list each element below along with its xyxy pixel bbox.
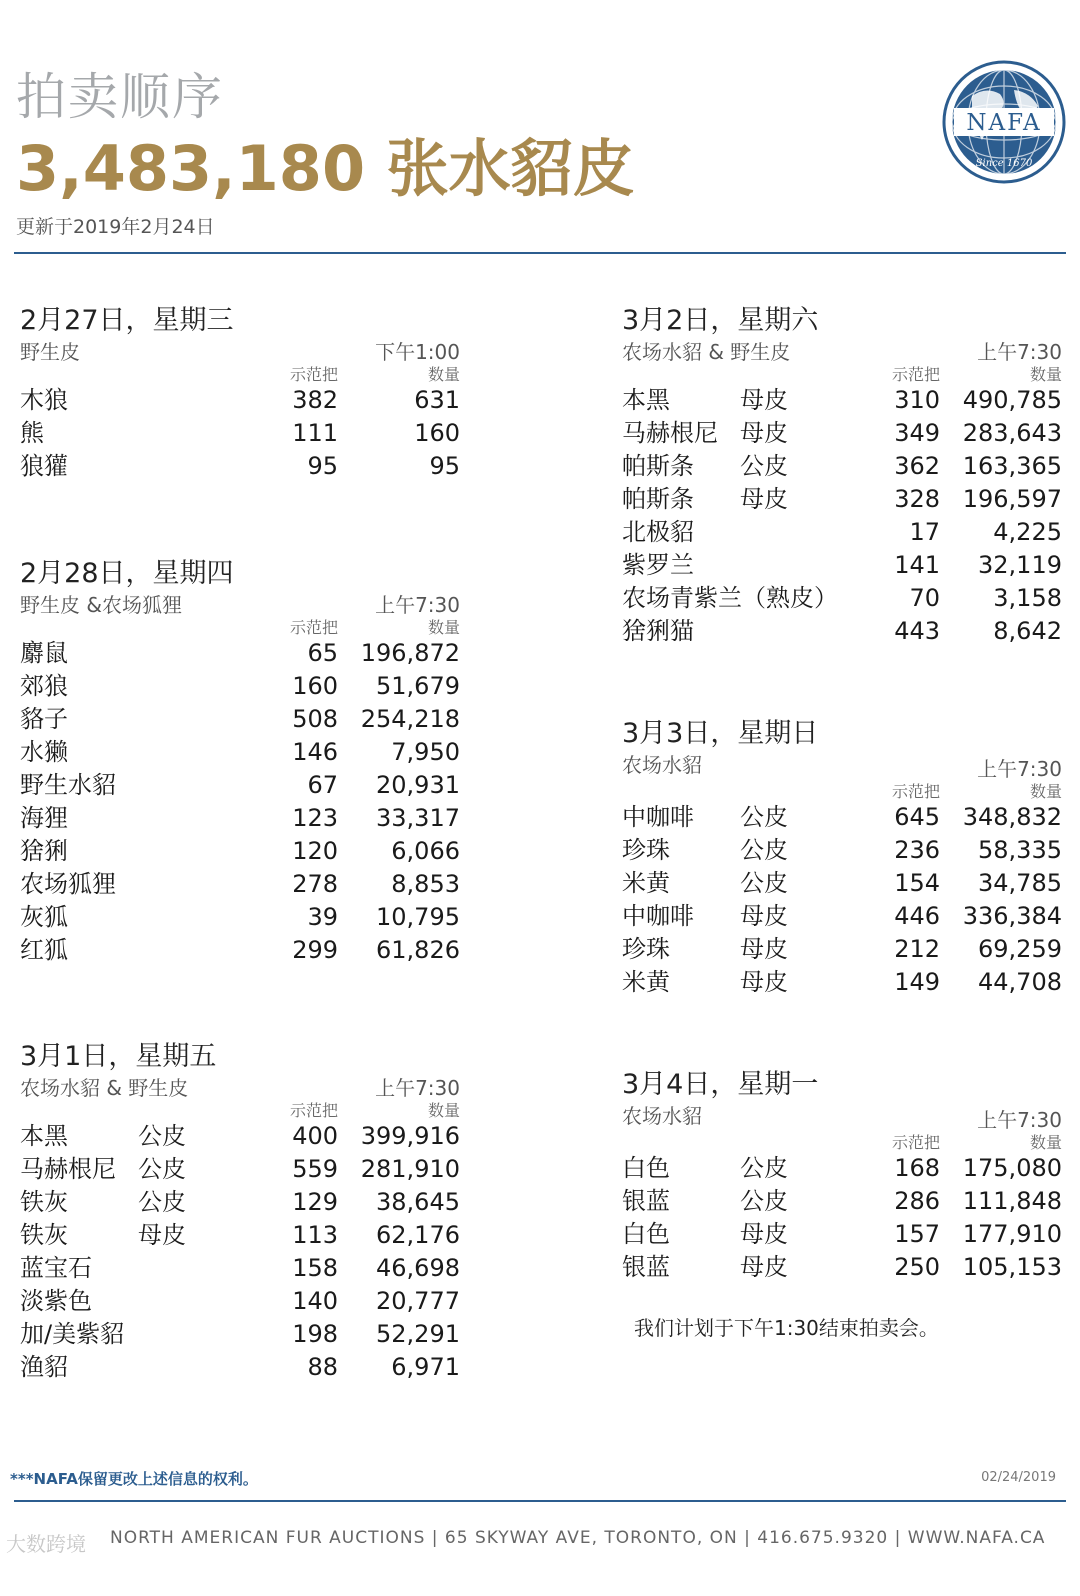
product-name: 中咖啡 — [622, 902, 694, 930]
table-row — [20, 1252, 460, 1285]
col-header-lots: 示范把 — [289, 365, 338, 384]
section-date: 3月3日，星期日 — [622, 718, 819, 749]
product-name: 猞猁猫 — [622, 617, 694, 645]
logo-text: NAFA — [966, 110, 1042, 136]
pelt-type: 母皮 — [740, 968, 788, 996]
rights-footnote: ***NAFA保留更改上述信息的权利。 — [10, 1470, 258, 1488]
col-header-lots: 示范把 — [289, 618, 338, 637]
lot-count: 88 — [307, 1353, 338, 1381]
lot-count: 236 — [894, 836, 940, 864]
footer-divider — [14, 1500, 1066, 1502]
section-category: 农场水貂 & 野生皮 — [20, 1076, 189, 1100]
footer-contact: NORTH AMERICAN FUR AUCTIONS | 65 SKYWAY AVE, TORONTO, ON | 416.675.9320 | WWW.NAFA.CA — [110, 1528, 1046, 1548]
table-row — [20, 901, 460, 934]
quantity: 111,848 — [962, 1187, 1062, 1215]
closing-note: 我们计划于下午1:30结束拍卖会。 — [634, 1316, 939, 1340]
table-row — [622, 450, 1062, 483]
quantity: 32,119 — [978, 551, 1062, 579]
pelt-type: 母皮 — [740, 485, 788, 513]
quantity: 51,679 — [376, 672, 460, 700]
pelt-type: 母皮 — [740, 935, 788, 963]
product-name: 红狐 — [20, 936, 68, 964]
col-header-lots: 示范把 — [891, 1133, 940, 1152]
lot-count: 299 — [292, 936, 338, 964]
lot-count: 508 — [292, 705, 338, 733]
lot-count: 129 — [292, 1188, 338, 1216]
product-name: 木狼 — [20, 386, 68, 414]
pelt-type: 公皮 — [138, 1188, 186, 1216]
product-name: 银蓝 — [622, 1187, 670, 1215]
lot-count: 400 — [292, 1122, 338, 1150]
quantity: 8,853 — [391, 870, 460, 898]
quantity: 52,291 — [376, 1320, 460, 1348]
lot-count: 111 — [292, 419, 338, 447]
lot-count: 123 — [292, 804, 338, 832]
product-name: 白色 — [622, 1154, 670, 1182]
pelt-type: 母皮 — [740, 1253, 788, 1281]
table-row — [20, 868, 460, 901]
product-name: 水獭 — [20, 738, 68, 766]
product-name: 北极貂 — [622, 518, 694, 546]
quantity: 20,931 — [376, 771, 460, 799]
lot-count: 286 — [894, 1187, 940, 1215]
product-name: 本黑 — [622, 386, 670, 414]
quantity: 44,708 — [978, 968, 1062, 996]
section-rows — [622, 384, 1062, 648]
col-header-qty: 数量 — [427, 1101, 460, 1120]
table-row — [622, 516, 1062, 549]
quantity: 163,365 — [962, 452, 1062, 480]
quantity: 62,176 — [376, 1221, 460, 1249]
product-name: 猞猁 — [20, 837, 68, 865]
lot-count: 158 — [292, 1254, 338, 1282]
lot-count: 120 — [292, 837, 338, 865]
col-header-qty: 数量 — [1029, 365, 1062, 384]
section-date: 3月2日，星期六 — [622, 305, 819, 336]
section-category: 野生皮 &农场狐狸 — [20, 593, 182, 617]
lot-count: 70 — [909, 584, 940, 612]
lot-count: 212 — [894, 935, 940, 963]
product-name: 米黄 — [622, 869, 670, 897]
quantity: 348,832 — [962, 803, 1062, 831]
table-row — [622, 801, 1062, 834]
lot-count: 168 — [894, 1154, 940, 1182]
lot-count: 198 — [292, 1320, 338, 1348]
table-row — [20, 934, 460, 967]
table-row — [20, 637, 460, 670]
pelt-type: 公皮 — [740, 803, 788, 831]
lot-count: 17 — [909, 518, 940, 546]
updated-date: 更新于2019年2月24日 — [16, 216, 215, 238]
product-name: 貉子 — [20, 705, 68, 733]
watermark: 大数跨境 — [6, 1532, 86, 1556]
table-row — [622, 867, 1062, 900]
table-row — [622, 417, 1062, 450]
product-name: 紫罗兰 — [622, 551, 694, 579]
table-row — [622, 483, 1062, 516]
section-time: 上午7:30 — [375, 593, 460, 617]
page-title: 拍卖顺序 — [16, 68, 224, 126]
pelt-type: 公皮 — [138, 1155, 186, 1183]
section-category: 农场水貂 — [622, 753, 702, 777]
lot-count: 443 — [894, 617, 940, 645]
lot-count: 310 — [894, 386, 940, 414]
quantity: 399,916 — [360, 1122, 460, 1150]
section-rows — [20, 384, 460, 483]
table-row — [622, 1185, 1062, 1218]
section-time: 上午7:30 — [375, 1076, 460, 1100]
pelt-type: 母皮 — [740, 419, 788, 447]
quantity: 34,785 — [978, 869, 1062, 897]
table-row — [20, 736, 460, 769]
product-name: 本黑 — [20, 1122, 68, 1150]
quantity: 33,317 — [376, 804, 460, 832]
product-name: 珍珠 — [622, 935, 670, 963]
col-header-qty: 数量 — [1029, 782, 1062, 801]
section-rows — [622, 1152, 1062, 1284]
pelt-type: 公皮 — [740, 1154, 788, 1182]
table-row — [20, 384, 460, 417]
table-row — [20, 450, 460, 483]
quantity: 20,777 — [376, 1287, 460, 1315]
product-name: 米黄 — [622, 968, 670, 996]
section-rows — [20, 637, 460, 967]
quantity: 283,643 — [962, 419, 1062, 447]
pelt-type: 母皮 — [740, 1220, 788, 1248]
table-row — [20, 1120, 460, 1153]
lot-count: 382 — [292, 386, 338, 414]
pelt-type: 母皮 — [740, 386, 788, 414]
section-category: 农场水貂 & 野生皮 — [622, 340, 791, 364]
product-name: 加/美紫貂 — [20, 1320, 125, 1348]
lot-count: 250 — [894, 1253, 940, 1281]
pelt-type: 母皮 — [138, 1221, 186, 1249]
lot-count: 559 — [292, 1155, 338, 1183]
product-name: 狼獾 — [20, 452, 68, 480]
product-name: 渔貂 — [20, 1353, 68, 1381]
product-name: 铁灰 — [20, 1221, 68, 1249]
quantity: 6,066 — [391, 837, 460, 865]
table-row — [20, 670, 460, 703]
section-date: 3月1日，星期五 — [20, 1041, 217, 1072]
lot-count: 157 — [894, 1220, 940, 1248]
header-divider — [14, 252, 1066, 254]
table-row — [20, 417, 460, 450]
col-header-qty: 数量 — [1029, 1133, 1062, 1152]
quantity: 177,910 — [962, 1220, 1062, 1248]
quantity: 46,698 — [376, 1254, 460, 1282]
product-name: 淡紫色 — [20, 1287, 92, 1315]
product-name: 郊狼 — [20, 672, 68, 700]
col-header-lots: 示范把 — [891, 782, 940, 801]
pelt-type: 母皮 — [740, 902, 788, 930]
lot-count: 113 — [292, 1221, 338, 1249]
lot-count: 160 — [292, 672, 338, 700]
product-name: 农场青紫兰（熟皮） — [622, 584, 838, 612]
lot-count: 278 — [292, 870, 338, 898]
product-name: 农场狐狸 — [20, 870, 116, 898]
product-name: 熊 — [20, 419, 44, 447]
lot-count: 65 — [307, 639, 338, 667]
table-row — [622, 615, 1062, 648]
quantity: 58,335 — [978, 836, 1062, 864]
product-name: 铁灰 — [20, 1188, 68, 1216]
pelt-type: 公皮 — [740, 452, 788, 480]
product-name: 马赫根尼 — [622, 419, 718, 447]
section-date: 2月27日，星期三 — [20, 305, 234, 336]
section-time: 下午1:00 — [375, 340, 460, 364]
quantity: 254,218 — [360, 705, 460, 733]
lot-count: 446 — [894, 902, 940, 930]
section-time: 上午7:30 — [977, 340, 1062, 364]
lot-count: 328 — [894, 485, 940, 513]
quantity: 8,642 — [993, 617, 1062, 645]
table-row — [20, 835, 460, 868]
quantity: 175,080 — [962, 1154, 1062, 1182]
lot-count: 149 — [894, 968, 940, 996]
footer-date: 02/24/2019 — [981, 1470, 1056, 1485]
product-name: 珍珠 — [622, 836, 670, 864]
table-row — [622, 834, 1062, 867]
logo-since-text: Since 1670 — [975, 158, 1033, 169]
table-row — [622, 384, 1062, 417]
product-name: 蓝宝石 — [20, 1254, 92, 1282]
lot-count: 67 — [307, 771, 338, 799]
product-name: 白色 — [622, 1220, 670, 1248]
product-name: 灰狐 — [20, 903, 68, 931]
quantity: 490,785 — [962, 386, 1062, 414]
section-category: 野生皮 — [20, 340, 80, 364]
table-row — [622, 1152, 1062, 1185]
lot-count: 140 — [292, 1287, 338, 1315]
col-header-lots: 示范把 — [891, 365, 940, 384]
table-row — [622, 1218, 1062, 1251]
quantity: 10,795 — [376, 903, 460, 931]
quantity: 4,225 — [993, 518, 1062, 546]
table-row — [622, 900, 1062, 933]
pelt-type: 公皮 — [740, 1187, 788, 1215]
table-row — [20, 1318, 460, 1351]
quantity: 196,597 — [962, 485, 1062, 513]
lot-count: 141 — [894, 551, 940, 579]
product-name: 银蓝 — [622, 1253, 670, 1281]
product-name: 野生水貂 — [20, 771, 116, 799]
quantity: 6,971 — [391, 1353, 460, 1381]
table-row — [20, 769, 460, 802]
lot-count: 154 — [894, 869, 940, 897]
table-row — [622, 549, 1062, 582]
quantity: 281,910 — [360, 1155, 460, 1183]
pelt-type: 公皮 — [138, 1122, 186, 1150]
section-time: 上午7:30 — [977, 757, 1062, 781]
table-row — [20, 1351, 460, 1384]
quantity: 38,645 — [376, 1188, 460, 1216]
table-row — [20, 802, 460, 835]
quantity: 3,158 — [993, 584, 1062, 612]
quantity: 105,153 — [962, 1253, 1062, 1281]
quantity: 336,384 — [962, 902, 1062, 930]
total-count-heading: 3,483,180 张水貂皮 — [16, 132, 635, 205]
section-rows — [622, 801, 1062, 999]
quantity: 95 — [429, 452, 460, 480]
table-row — [622, 966, 1062, 999]
quantity: 61,826 — [376, 936, 460, 964]
table-row — [20, 703, 460, 736]
table-row — [622, 933, 1062, 966]
quantity: 631 — [414, 386, 460, 414]
table-row — [20, 1153, 460, 1186]
lot-count: 645 — [894, 803, 940, 831]
lot-count: 349 — [894, 419, 940, 447]
table-row — [20, 1285, 460, 1318]
pelt-type: 公皮 — [740, 869, 788, 897]
lot-count: 39 — [307, 903, 338, 931]
quantity: 7,950 — [391, 738, 460, 766]
pelt-type: 公皮 — [740, 836, 788, 864]
table-row — [622, 1251, 1062, 1284]
col-header-qty: 数量 — [427, 365, 460, 384]
product-name: 帕斯条 — [622, 452, 694, 480]
product-name: 中咖啡 — [622, 803, 694, 831]
lot-count: 95 — [307, 452, 338, 480]
table-row — [20, 1186, 460, 1219]
table-row — [622, 582, 1062, 615]
product-name: 帕斯条 — [622, 485, 694, 513]
section-category: 农场水貂 — [622, 1104, 702, 1128]
lot-count: 146 — [292, 738, 338, 766]
product-name: 麝鼠 — [20, 639, 68, 667]
section-date: 2月28日，星期四 — [20, 558, 234, 589]
quantity: 69,259 — [978, 935, 1062, 963]
quantity: 196,872 — [360, 639, 460, 667]
section-date: 3月4日，星期一 — [622, 1069, 819, 1100]
nafa-globe-logo — [938, 56, 1070, 188]
section-time: 上午7:30 — [977, 1108, 1062, 1132]
table-row — [20, 1219, 460, 1252]
lot-count: 362 — [894, 452, 940, 480]
product-name: 海狸 — [20, 804, 68, 832]
col-header-qty: 数量 — [427, 618, 460, 637]
section-rows — [20, 1120, 460, 1384]
quantity: 160 — [414, 419, 460, 447]
product-name: 马赫根尼 — [20, 1155, 116, 1183]
col-header-lots: 示范把 — [289, 1101, 338, 1120]
